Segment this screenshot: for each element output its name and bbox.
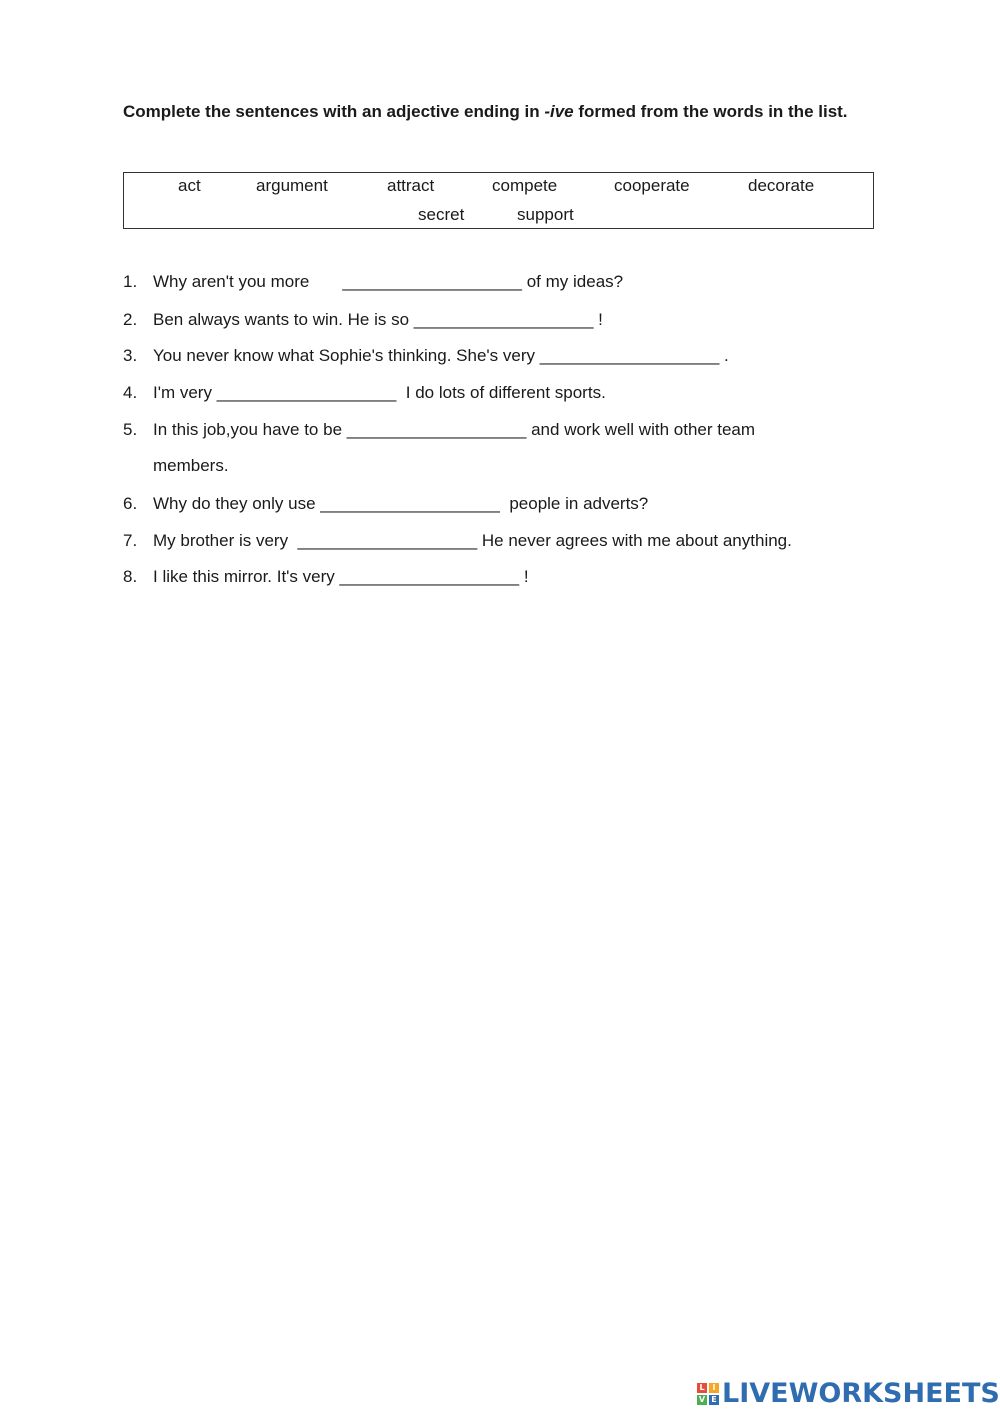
sentence-text: My brother is very ___________________ He never agrees with me about anything. xyxy=(153,531,792,550)
word-item: act xyxy=(178,176,201,195)
sentence-text: I like this mirror. It's very ___________________ ! xyxy=(153,567,529,586)
sentence-number: 7. xyxy=(123,531,138,550)
word-list-box xyxy=(123,172,874,229)
sentence-number: 8. xyxy=(123,567,138,586)
instruction-suffix: -ive xyxy=(544,102,574,121)
sentence-text: You never know what Sophie's thinking. She's very ___________________ . xyxy=(153,346,729,365)
instruction-part2: formed from the words in the list. xyxy=(573,102,848,121)
logo-letter: L xyxy=(697,1383,707,1393)
sentence-text: Why aren't you more ___________________ of my ideas? xyxy=(153,272,624,291)
instruction-heading xyxy=(123,99,863,124)
sentence-number: 6. xyxy=(123,494,138,513)
logo-icon xyxy=(697,1383,719,1405)
word-item: secret xyxy=(418,205,465,224)
sentence-number: 5. xyxy=(123,420,138,439)
word-item: decorate xyxy=(748,176,815,195)
word-item: cooperate xyxy=(614,176,690,195)
sentence-text: Why do they only use ___________________ people in adverts? xyxy=(153,494,649,513)
liveworksheets-logo[interactable] xyxy=(697,1378,1000,1410)
sentence-text: I'm very ___________________ I do lots of different sports. xyxy=(153,383,606,402)
sentence-text: Ben always wants to win. He is so ___________________ ! xyxy=(153,310,603,329)
instruction-part1: Complete the sentences with an adjective ending in xyxy=(123,102,545,121)
word-item: argument xyxy=(256,176,328,195)
logo-text: LIVEWORKSHEETS xyxy=(722,1378,1000,1409)
sentence-number: 1. xyxy=(123,272,138,291)
logo-letter: V xyxy=(698,1395,706,1404)
sentence-text: members. xyxy=(153,456,229,475)
sentence-number: 3. xyxy=(123,346,138,365)
word-item: compete xyxy=(492,176,558,195)
sentence-number: 4. xyxy=(123,383,138,402)
sentence-text: In this job,you have to be ___________________ and work well with other team xyxy=(153,420,756,439)
sentence-number: 2. xyxy=(123,310,138,329)
logo-letter: E xyxy=(709,1395,719,1405)
word-item: attract xyxy=(387,176,435,195)
word-item: support xyxy=(517,205,574,224)
logo-letter: I xyxy=(709,1383,719,1393)
